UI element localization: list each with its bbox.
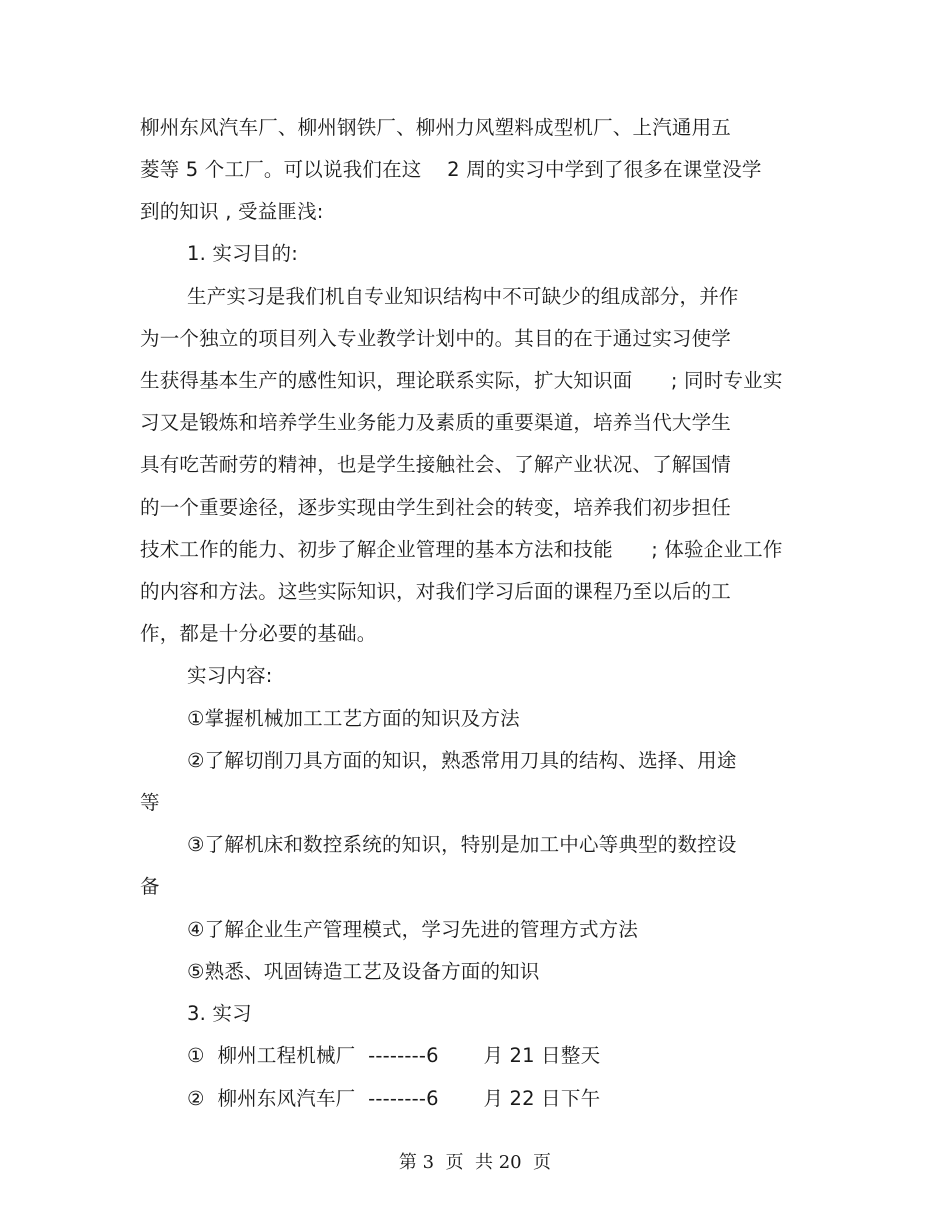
- text-line: 作，都是十分必要的基础。: [140, 622, 377, 645]
- text-line: 习又是锻炼和培养学生业务能力及素质的重要渠道，培养当代大学生: [140, 411, 732, 434]
- text-line: 菱等 5 个工厂。可以说我们在这 2 周的实习中学到了很多在课堂没学: [140, 158, 762, 181]
- text-line: 备: [140, 875, 160, 898]
- text-line: 到的知识 , 受益匪浅:: [140, 200, 324, 223]
- text-line: 为一个独立的项目列入专业教学计划中的。其目的在于通过实习使学: [140, 327, 732, 350]
- list-item: ④了解企业生产管理模式，学习先进的管理方式方法: [187, 918, 639, 941]
- text-line: 等: [140, 791, 160, 814]
- text-line: 技术工作的能力、初步了解企业管理的基本方法和技能 ; 体验企业工作: [140, 538, 783, 561]
- text-line: 生获得基本生产的感性知识，理论联系实际，扩大知识面 ; 同时专业实: [140, 369, 783, 392]
- page-number-footer: 第 3 页 共 20 页: [398, 1152, 552, 1173]
- section-heading: 3. 实习: [187, 1002, 252, 1025]
- schedule-item: ① 柳州工程机械厂 --------6 月 21 日整天: [187, 1044, 601, 1067]
- schedule-item: ② 柳州东风汽车厂 --------6 月 22 日下午: [187, 1087, 601, 1110]
- list-item: ③了解机床和数控系统的知识，特别是加工中心等典型的数控设: [187, 833, 737, 856]
- text-line: 具有吃苦耐劳的精神，也是学生接触社会、了解产业状况、了解国情: [140, 453, 732, 476]
- list-item: ②了解切削刀具方面的知识，熟悉常用刀具的结构、选择、用途: [187, 749, 737, 772]
- text-line: 的内容和方法。这些实际知识，对我们学习后面的课程乃至以后的工: [140, 580, 732, 603]
- list-item: ①掌握机械加工工艺方面的知识及方法: [187, 707, 520, 730]
- section-heading: 1. 实习目的:: [187, 242, 298, 265]
- text-line: 生产实习是我们机自专业知识结构中不可缺少的组成部分，并作: [187, 285, 739, 308]
- text-line: 的一个重要途径，逐步实现由学生到社会的转变，培养我们初步担任: [140, 496, 732, 519]
- text-line: 柳州东风汽车厂、柳州钢铁厂、柳州力风塑料成型机厂、上汽通用五: [140, 116, 732, 139]
- section-heading: 实习内容:: [187, 664, 273, 687]
- list-item: ⑤熟悉、巩固铸造工艺及设备方面的知识: [187, 960, 540, 983]
